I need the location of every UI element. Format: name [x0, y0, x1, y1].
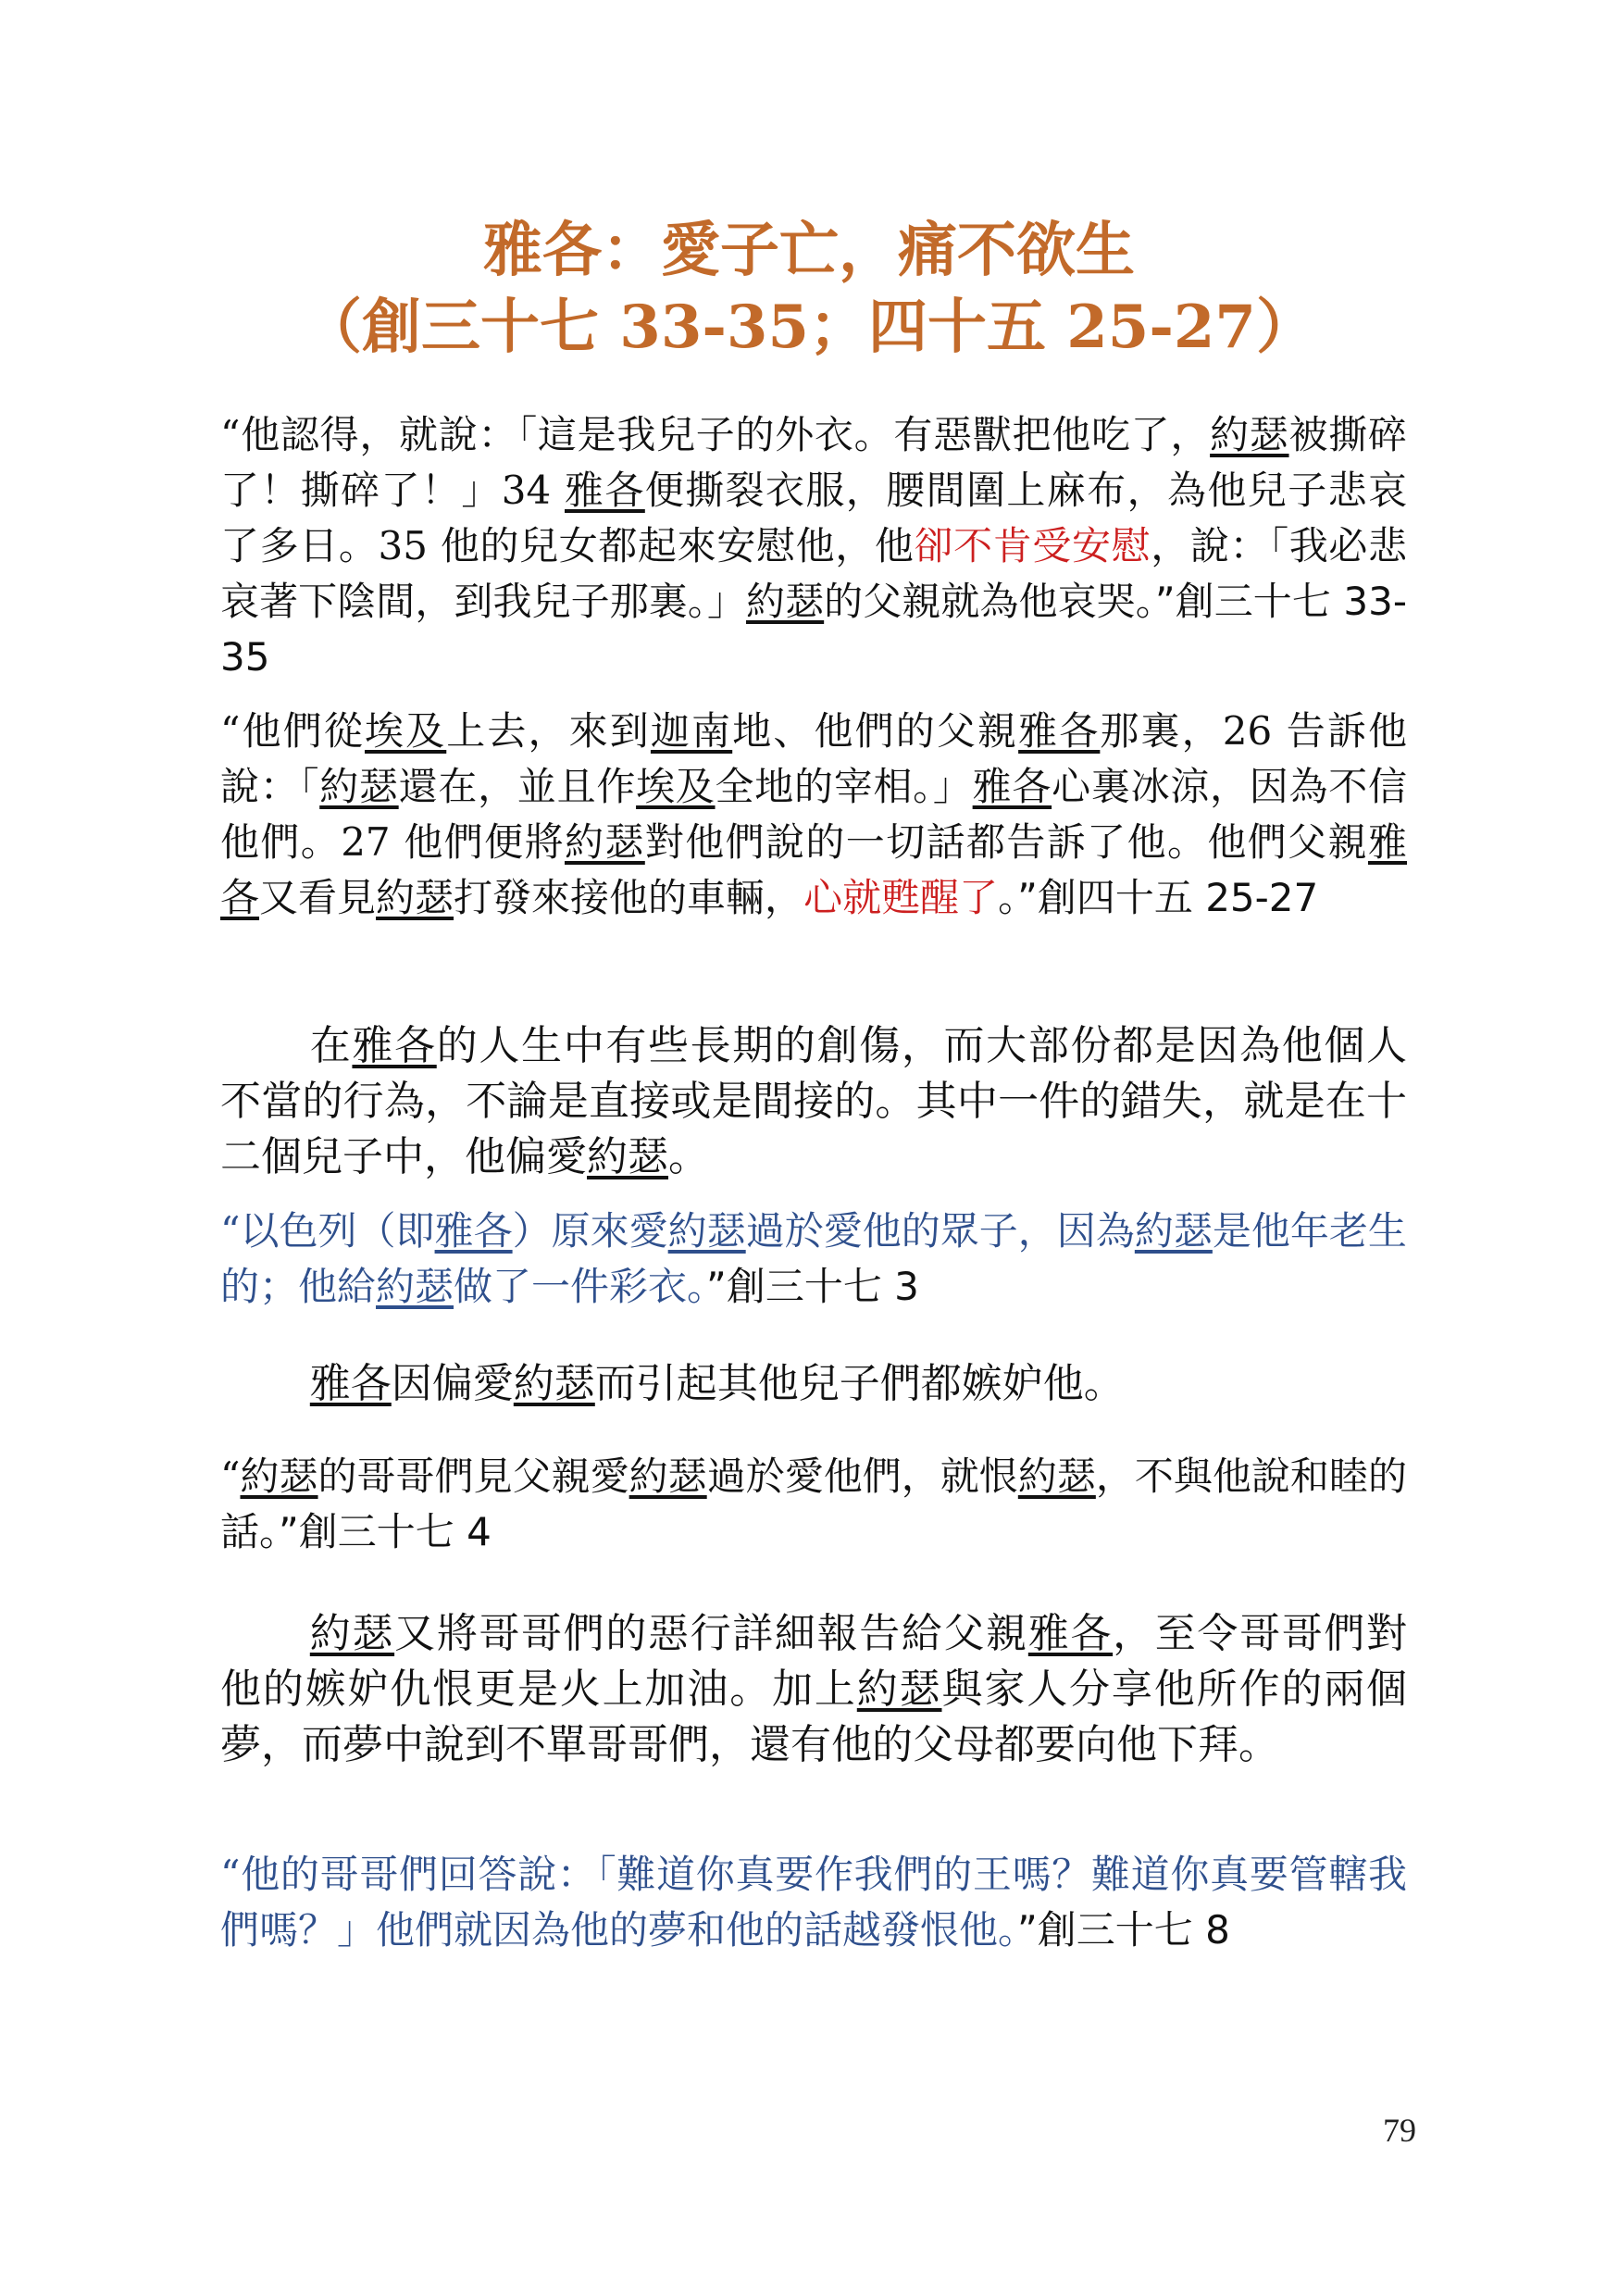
text: 做了一件彩衣。 — [454, 1264, 707, 1309]
name-joseph: 約瑟 — [746, 579, 825, 624]
text: 過於愛他的眾子，因為 — [745, 1208, 1135, 1254]
close-quote: ” — [1017, 1907, 1038, 1953]
scripture-reference: 創四十五 25-27 — [1037, 875, 1319, 920]
text: ，不與他說和睦的話。 — [220, 1454, 1407, 1554]
body-paragraph-1 — [220, 1018, 1407, 1185]
name-joseph: 約瑟 — [587, 1133, 668, 1180]
name-joseph: 約瑟 — [309, 1610, 395, 1657]
text: 上去，來到 — [446, 708, 651, 754]
name-egypt: 埃及 — [636, 764, 716, 809]
text: 打發來接他的車輛， — [454, 875, 804, 920]
name-joseph: 約瑟 — [513, 1360, 595, 1407]
body-paragraph-3 — [220, 1606, 1407, 1773]
scripture-quote-5 — [220, 1847, 1407, 1958]
name-jacob: 雅各 — [972, 764, 1052, 809]
text: “他認得，就說：「這是我兒子的外衣。有惡獸把他吃了， — [220, 412, 1211, 457]
scripture-quote-2 — [220, 704, 1407, 926]
text: 便撕裂衣服，腰間圍上麻布，為他兒子悲哀了多日。35 他的兒女都起來安慰他，他 — [220, 468, 1407, 568]
text: 。 — [998, 875, 1018, 920]
emphasis-text: 心就甦醒了 — [803, 875, 999, 920]
name-joseph: 約瑟 — [1017, 1454, 1096, 1499]
text: 的父親就為他哀哭。 — [824, 579, 1155, 624]
text: 全地的宰相。」 — [715, 764, 973, 809]
name-jacob: 雅各 — [434, 1208, 513, 1254]
text: 又看見 — [259, 875, 377, 920]
scripture-reference: 創三十七 3 — [726, 1264, 919, 1309]
name-joseph: 約瑟 — [376, 875, 454, 920]
text: 是他年老生的；他給 — [220, 1208, 1407, 1309]
close-quote: ” — [1017, 875, 1038, 920]
name-joseph: 約瑟 — [564, 819, 645, 865]
text: “ — [220, 1454, 241, 1499]
name-joseph: 約瑟 — [667, 1208, 746, 1254]
name-joseph: 約瑟 — [1210, 412, 1289, 457]
text: ，至令哥哥們對他的嫉妒仇恨更是火上加油。加上 — [220, 1610, 1408, 1713]
name-jacob: 雅各 — [1018, 708, 1101, 754]
name-jacob: 雅各 — [1027, 1610, 1114, 1657]
text: “他的哥哥們回答說：「難道你真要作我們的王嗎？難道你真要管轄我們嗎？」他們就因為他的夢和他的話越發恨他。 — [220, 1852, 1407, 1953]
name-jacob: 雅各 — [309, 1360, 392, 1407]
name-joseph: 約瑟 — [240, 1454, 318, 1499]
name-joseph: 約瑟 — [376, 1264, 454, 1309]
page-number: 79 — [1383, 2112, 1416, 2149]
text: 那裏，26 告訴他說：「 — [220, 708, 1407, 809]
scripture-quote-4 — [220, 1449, 1407, 1560]
text: 心裏冰涼，因為不信他們。27 他們便將 — [220, 764, 1407, 865]
text: ，說：「我必悲哀著下陰間，到我兒子那裏。」 — [220, 523, 1407, 624]
text: 的人生中有些長期的創傷，而大部份都是因為他個人不當的行為，不論是直接或是間接的。其中一件的錯失，就是在十二個兒子中，他偏愛 — [220, 1022, 1408, 1180]
name-canaan: 迦南 — [650, 708, 733, 754]
text: “他們從 — [220, 708, 365, 754]
name-jacob: 雅各 — [565, 468, 645, 513]
text: 因偏愛 — [391, 1360, 514, 1407]
name-jacob: 雅各 — [352, 1022, 437, 1069]
name-joseph: 約瑟 — [629, 1454, 707, 1499]
title-line-1: 雅各：愛子亡，痛不欲生 — [483, 216, 1135, 285]
title-line-2: （創三十七 33-35；四十五 25-27） — [303, 293, 1315, 362]
text: 還在，並且作 — [398, 764, 637, 809]
scripture-quote-3 — [220, 1204, 1407, 1315]
text: ）原來愛 — [512, 1208, 668, 1254]
text: 。 — [668, 1133, 709, 1180]
name-joseph: 約瑟 — [1134, 1208, 1213, 1254]
text: 又將哥哥們的惡行詳細報告給父親 — [394, 1610, 1028, 1657]
text: 在 — [309, 1022, 353, 1069]
body-paragraph-2 — [220, 1356, 1407, 1412]
name-jacob: 雅各 — [220, 819, 1407, 920]
text: “以色列（即 — [220, 1208, 435, 1254]
scripture-reference: 創三十七 8 — [1037, 1907, 1230, 1953]
text: 地、他們的父親 — [732, 708, 1019, 754]
name-egypt: 埃及 — [365, 708, 447, 754]
text: 對他們說的一切話都告訴了他。他們父親 — [644, 819, 1368, 865]
scripture-quote-1 — [220, 407, 1407, 685]
emphasis-text: 卻不肯受安慰 — [914, 523, 1151, 568]
text: 的哥哥們見父親愛 — [317, 1454, 629, 1499]
text: 被撕碎了！撕碎了！」34 — [220, 412, 1407, 513]
close-quote: ” — [706, 1264, 727, 1309]
name-joseph: 約瑟 — [319, 764, 399, 809]
close-quote: ” — [1154, 579, 1176, 624]
scripture-reference: 創三十七 4 — [298, 1509, 492, 1554]
text: 而引起其他兒子們都嫉妒他。 — [594, 1360, 1125, 1407]
text: 過於愛他們，就恨 — [706, 1454, 1018, 1499]
scripture-reference: 創三十七 33-35 — [220, 579, 1407, 680]
text: 與家人分享他所作的兩個夢，而夢中說到不單哥哥們，還有他的父母都要向他下拜。 — [220, 1666, 1408, 1768]
close-quote: ” — [279, 1509, 299, 1554]
name-joseph: 約瑟 — [856, 1666, 942, 1713]
